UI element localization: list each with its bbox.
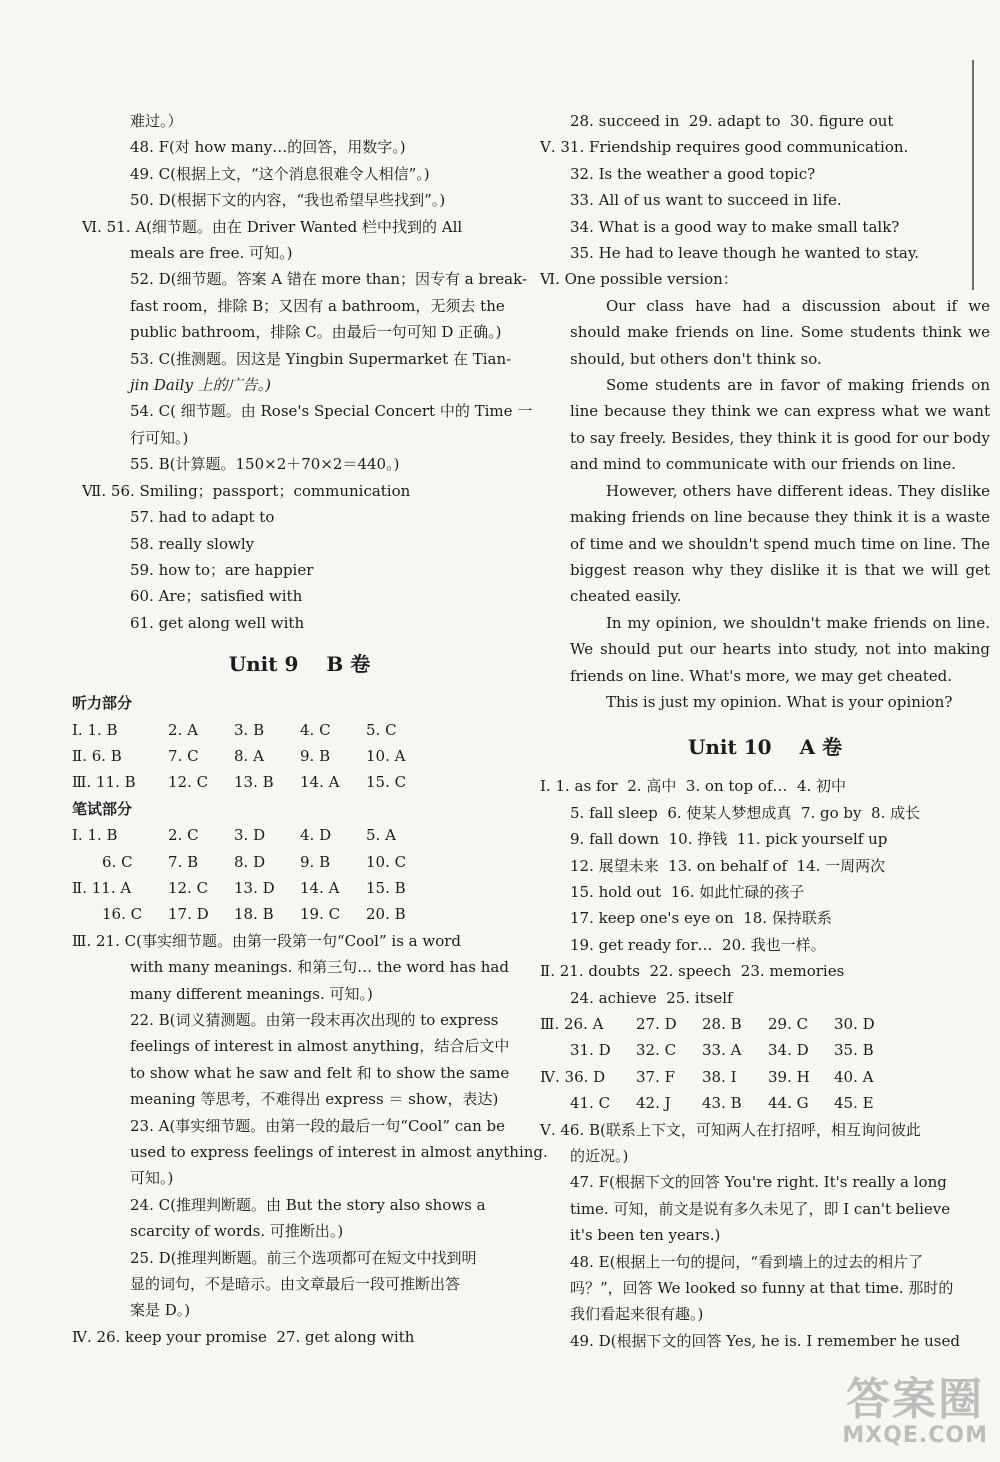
answer-line: 行可知。) <box>130 428 189 447</box>
answer-line: Ⅳ. 26. keep your promise 27. get along with <box>72 1327 415 1346</box>
answer-line: scarcity of words. 可推断出。) <box>130 1222 344 1241</box>
answer-line: 吗？”，回答 We looked so funny at that time. 那时的 <box>570 1279 954 1298</box>
answer-line: 案是 D。) <box>130 1301 191 1320</box>
answer-line: 50. D(根据下文的内容，“我也希望早些找到”。) <box>130 191 446 210</box>
section-title: 笔试部分 <box>72 799 133 818</box>
answer-line: many different meanings. 可知。) <box>130 984 373 1003</box>
answer-line: 55. B(计算题。150×2＋70×2＝440。) <box>130 455 400 474</box>
unit-heading <box>540 731 990 763</box>
answer-line: 可知。) <box>130 1169 174 1188</box>
paper-title: A 卷 <box>799 735 843 760</box>
answer-line: 难过。） <box>130 112 183 130</box>
unit-title: Unit 9 <box>228 652 299 677</box>
answer-line: 17. keep one's eye on 18. 保持联系 <box>570 909 832 928</box>
right-column <box>540 108 990 1354</box>
answer-line: 的近况。) <box>570 1147 629 1166</box>
answer-line: 57. had to adapt to <box>130 508 275 527</box>
watermark-url: MXQE.COM <box>842 1423 988 1448</box>
answer-row: Ⅲ. 26. A 27. D 28. B 29. C 30. D <box>540 1015 875 1033</box>
answer-line: Ⅵ. 51. A(细节题。由在 Driver Wanted 栏中找到的 All <box>82 217 463 236</box>
answer-line: 9. fall down 10. 挣钱 11. pick yourself up <box>570 830 888 849</box>
essay-paragraph: Our class have had a discussion about if we should make friends on line. Some students think we should, but others don't think so. <box>570 296 990 368</box>
answer-line: Ⅱ. 21. doubts 22. speech 23. memories <box>540 962 845 981</box>
answer-line: 35. He had to leave though he wanted to stay. <box>570 244 920 263</box>
watermark-logo <box>842 1376 988 1448</box>
answer-line: 49. C(根据上文，“这个消息很难令人相信”。) <box>130 164 430 183</box>
answer-line: jin Daily 上的广告。) <box>130 376 272 395</box>
answer-line: 显的词句，不是暗示。由文章最后一段可推断出答 <box>130 1275 461 1294</box>
answer-line: 61. get along well with <box>130 613 305 632</box>
answer-line: 58. really slowly <box>130 534 255 553</box>
answer-line: 24. C(推理判断题。由 But the story also shows a <box>130 1195 486 1214</box>
answer-line: 52. D(细节题。答案 A 错在 more than；因专有 a break- <box>130 270 527 289</box>
section-title: 听力部分 <box>72 694 133 713</box>
essay-paragraph: This is just my opinion. What is your opinion? <box>606 692 953 711</box>
answer-line: 我们看起来很有趣。) <box>570 1305 704 1324</box>
watermark-text: 答案圈 <box>846 1374 985 1425</box>
answer-row: Ⅱ. 6. B 7. C 8. A 9. B 10. A <box>72 746 406 765</box>
answer-line: Ⅴ. 31. Friendship requires good communication. <box>540 138 909 157</box>
essay-paragraph: Some students are in favor of making friends on line because they think we can express what we want to say freely. Besides, they think it is good for our body and mind to communicate with our friends on line. <box>570 376 990 474</box>
answer-line: 22. B(词义猜测题。由第一段末再次出现的 to express <box>130 1011 499 1029</box>
answer-line: 59. how to；are happier <box>130 560 314 579</box>
answer-row: Ⅱ. 11. A 12. C 13. D 14. A 15. B <box>72 878 406 897</box>
answer-line: Ⅴ. 46. B(联系上下文，可知两人在打招呼，相互询问彼此 <box>540 1120 921 1139</box>
answer-line: 15. hold out 16. 如此忙碌的孩子 <box>570 882 805 901</box>
answer-row: 16. C 17. D 18. B 19. C 20. B <box>102 905 406 924</box>
answer-row: 41. C 42. J 43. B 44. G 45. E <box>570 1094 874 1113</box>
answer-line: 49. D(根据下文的回答 Yes, he is. I remember he used <box>570 1331 960 1350</box>
answer-line: 24. achieve 25. itself <box>570 988 733 1007</box>
answer-line: Ⅲ. 21. C(事实细节题。由第一段第一句“Cool” is a word <box>72 931 462 950</box>
answer-line: time. 可知，前文是说有多久未见了，即 I can't believe <box>570 1199 951 1218</box>
answer-line: with many meanings. 和第三句… the word has had <box>130 958 509 977</box>
answer-line: meals are free. 可知。) <box>130 244 293 263</box>
essay-paragraph: In my opinion, we shouldn't make friends on line. We should put our hearts into study, not into making friends on line. What's more, we may get cheated. <box>570 613 990 685</box>
answer-line: meaning 等思考，不难得出 express ＝ show，表达) <box>130 1090 499 1109</box>
answer-line: 28. succeed in 29. adapt to 30. figure out <box>570 112 894 130</box>
unit-title: Unit 10 <box>687 735 772 760</box>
answer-line: 53. C(推测题。因这是 Yingbin Supermarket 在 Tian- <box>130 349 512 368</box>
answer-line: 5. fall sleep 6. 使某人梦想成真 7. go by 8. 成长 <box>570 803 921 822</box>
answer-line: 48. F(对 how many…的回答，用数字。) <box>130 138 406 157</box>
answer-line: Ⅵ. One possible version： <box>540 270 738 289</box>
unit-heading <box>72 648 527 680</box>
answer-line: to show what he saw and felt 和 to show the same <box>130 1063 510 1082</box>
answer-line: feelings of interest in almost anything，结合后文中 <box>130 1037 510 1056</box>
answer-row: Ⅲ. 11. B 12. C 13. B 14. A 15. C <box>72 773 407 792</box>
answer-line: 19. get ready for… 20. 我也一样。 <box>570 935 826 954</box>
answer-line: 48. E(根据上一句的提问，“看到墙上的过去的相片了 <box>570 1252 924 1271</box>
answer-row: Ⅰ. 1. B 2. C 3. D 4. D 5. A <box>72 826 396 845</box>
answer-line: 54. C( 细节题。由 Rose's Special Concert 中的 Time 一 <box>130 402 533 421</box>
essay-paragraph: However, others have different ideas. They dislike making friends on line because they think it is a waste of time and we shouldn't spend much time on line. The biggest reason why they dislike it is that we will get cheated easily. <box>570 481 990 606</box>
answer-line: fast room，排除 B；又因有 a bathroom，无须去 the <box>130 296 505 315</box>
answer-row: 6. C 7. B 8. D 9. B 10. C <box>102 852 407 871</box>
answer-line: 12. 展望未来 13. on behalf of 14. 一周两次 <box>570 856 886 875</box>
answer-line: 60. Are；satisfied with <box>130 587 303 606</box>
answer-line: public bathroom，排除 C。由最后一句可知 D 正确。) <box>130 323 502 342</box>
answer-line: 34. What is a good way to make small talk? <box>570 217 900 236</box>
answer-line: 47. F(根据下文的回答 You're right. It's really a long <box>570 1173 947 1192</box>
answer-line: Ⅰ. 1. as for 2. 高中 3. on top of… 4. 初中 <box>540 777 847 796</box>
answer-line: it's been ten years.) <box>570 1226 721 1245</box>
left-column <box>72 108 548 1350</box>
answer-row: Ⅳ. 36. D 37. F 38. I 39. H 40. A <box>540 1067 874 1086</box>
answer-row: 31. D 32. C 33. A 34. D 35. B <box>570 1041 874 1060</box>
answer-line: Ⅶ. 56. Smiling；passport；communication <box>82 481 411 500</box>
answer-row: Ⅰ. 1. B 2. A 3. B 4. C 5. C <box>72 720 397 739</box>
answer-line: used to express feelings of interest in almost anything. <box>130 1143 548 1162</box>
answer-line: 25. D(推理判断题。前三个选项都可在短文中找到明 <box>130 1248 477 1267</box>
answer-line: 32. Is the weather a good topic? <box>570 164 816 183</box>
answer-line: 23. A(事实细节题。由第一段的最后一句“Cool” can be <box>130 1116 506 1135</box>
paper-title: B 卷 <box>326 652 371 677</box>
answer-line: 33. All of us want to succeed in life. <box>570 191 842 210</box>
